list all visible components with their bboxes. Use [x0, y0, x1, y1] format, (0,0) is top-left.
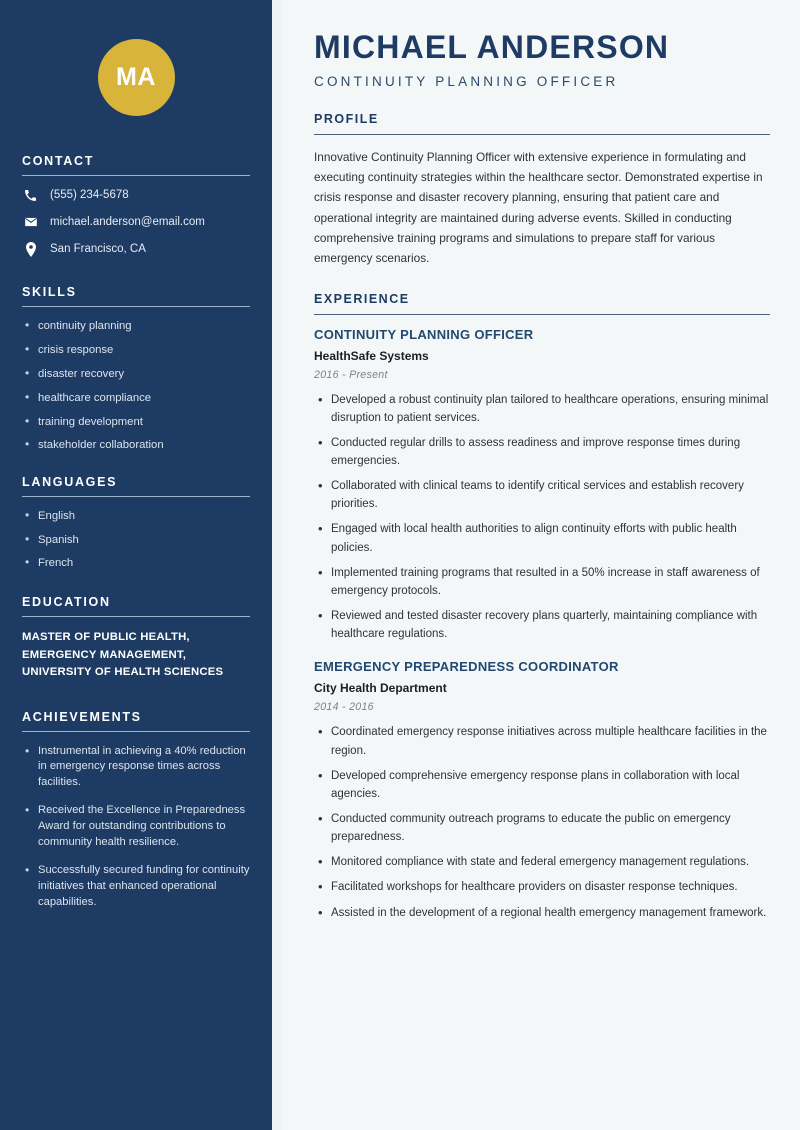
list-item: • Facilitated workshops for healthcare providers on disaster response techniques.: [314, 878, 770, 896]
main-content: [282, 0, 800, 1130]
phone-value: (555) 234-5678: [50, 189, 129, 201]
list-item: • Spanish: [22, 533, 250, 548]
list-item: • training development: [22, 415, 250, 430]
languages-divider: [22, 496, 250, 497]
avatar-container: [22, 0, 250, 116]
job-dates: 2014 - 2016: [314, 701, 374, 714]
list-item: • Conducted regular drills to assess readiness and improve response times during emergencies.: [314, 434, 770, 470]
list-item: • Received the Excellence in Preparedness Award for outstanding contributions to community health resilience.: [22, 803, 250, 851]
sidebar: [0, 0, 272, 1130]
skills-section: [22, 285, 250, 453]
list-item: • Developed a robust continuity plan tailored to healthcare operations, ensuring minimal disruption to patient services.: [314, 391, 770, 427]
contact-item-phone[interactable]: [22, 188, 250, 203]
job-bullet-list: [314, 723, 770, 921]
list-item: • Conducted community outreach programs to educate the public on emergency preparedness.: [314, 810, 770, 846]
achievements-list: [22, 744, 250, 911]
job-company: City Health Department: [314, 681, 447, 696]
experience-entry: [314, 327, 770, 644]
contact-section: [22, 154, 250, 257]
list-item: • Successfully secured funding for continuity initiatives that enhanced operational capabilities.: [22, 863, 250, 911]
achievements-heading: ACHIEVEMENTS: [22, 709, 142, 724]
list-item: • French: [22, 556, 250, 571]
education-divider: [22, 616, 250, 617]
list-item: • Assisted in the development of a regional health emergency management framework.: [314, 904, 770, 922]
page-title: MICHAEL ANDERSON: [314, 29, 670, 65]
list-item: • Engaged with local health authorities to align continuity efforts with public health policies.: [314, 520, 770, 556]
list-item: • healthcare compliance: [22, 391, 250, 406]
languages-list: [22, 509, 250, 571]
location-pin-icon: [22, 242, 39, 257]
education-line: UNIVERSITY OF HEALTH SCIENCES: [22, 666, 224, 679]
skills-divider: [22, 306, 250, 307]
list-item: • disaster recovery: [22, 367, 250, 382]
avatar: MA: [98, 39, 175, 116]
education-heading: EDUCATION: [22, 595, 111, 610]
education-section: [22, 595, 250, 682]
envelope-icon: [22, 215, 39, 229]
list-item: • crisis response: [22, 343, 250, 358]
achievements-section: [22, 710, 250, 911]
list-item: • English: [22, 509, 250, 524]
list-item: • Monitored compliance with state and federal emergency management regulations.: [314, 853, 770, 871]
profile-heading: PROFILE: [314, 111, 379, 126]
job-dates: 2016 - Present: [314, 368, 388, 381]
list-item: • Coordinated emergency response initiatives across multiple healthcare facilities in the region.: [314, 723, 770, 759]
list-item: • continuity planning: [22, 319, 250, 334]
contact-divider: [22, 175, 250, 176]
profile-divider: [314, 134, 770, 135]
education-line: MASTER OF PUBLIC HEALTH,: [22, 631, 190, 644]
skills-heading: SKILLS: [22, 284, 77, 299]
job-title: EMERGENCY PREPAREDNESS COORDINATOR: [314, 659, 619, 675]
experience-section: [314, 292, 770, 922]
languages-heading: LANGUAGES: [22, 475, 118, 490]
education-line: EMERGENCY MANAGEMENT,: [22, 648, 187, 661]
list-item: • stakeholder collaboration: [22, 438, 250, 453]
experience-divider: [314, 314, 770, 315]
skills-list: [22, 319, 250, 453]
languages-section: [22, 475, 250, 571]
education-entry: [22, 629, 250, 682]
profile-text: Innovative Continuity Planning Officer with extensive experience in formulating and executing continuity strategies within the healthcare sector. Demonstrated expertise in crisis response and disaster recovery planning, ensuring that patient care and operational integrity are maintained during adverse events. Skilled in conducting comprehensive training programs and simulations to prepare staff for various emergency scenarios.: [314, 149, 763, 266]
phone-icon: [22, 189, 39, 202]
contact-item-location[interactable]: [22, 242, 250, 257]
experience-heading: EXPERIENCE: [314, 291, 410, 306]
contact-item-email[interactable]: [22, 215, 250, 230]
list-item: • Collaborated with clinical teams to identify critical services and establish recovery priorities.: [314, 477, 770, 513]
location-value: San Francisco, CA: [50, 242, 146, 255]
list-item: • Reviewed and tested disaster recovery plans quarterly, maintaining compliance with healthcare regulations.: [314, 607, 770, 643]
experience-entry: [314, 659, 770, 921]
job-bullet-list: [314, 391, 770, 644]
job-title: CONTINUITY PLANNING OFFICER: [314, 326, 534, 342]
contact-heading: CONTACT: [22, 154, 95, 168]
email-value: michael.anderson@email.com: [50, 215, 205, 228]
list-item: • Instrumental in achieving a 40% reduction in emergency response times across facilities.: [22, 744, 250, 792]
job-role-subtitle: CONTINUITY PLANNING OFFICER: [314, 73, 619, 89]
job-company: HealthSafe Systems: [314, 348, 429, 363]
list-item: • Developed comprehensive emergency response plans in collaboration with local agencies.: [314, 767, 770, 803]
profile-section: [314, 112, 770, 269]
list-item: • Implemented training programs that resulted in a 50% increase in staff awareness of emergency protocols.: [314, 564, 770, 600]
column-gutter: [272, 0, 282, 1130]
achievements-divider: [22, 731, 250, 732]
